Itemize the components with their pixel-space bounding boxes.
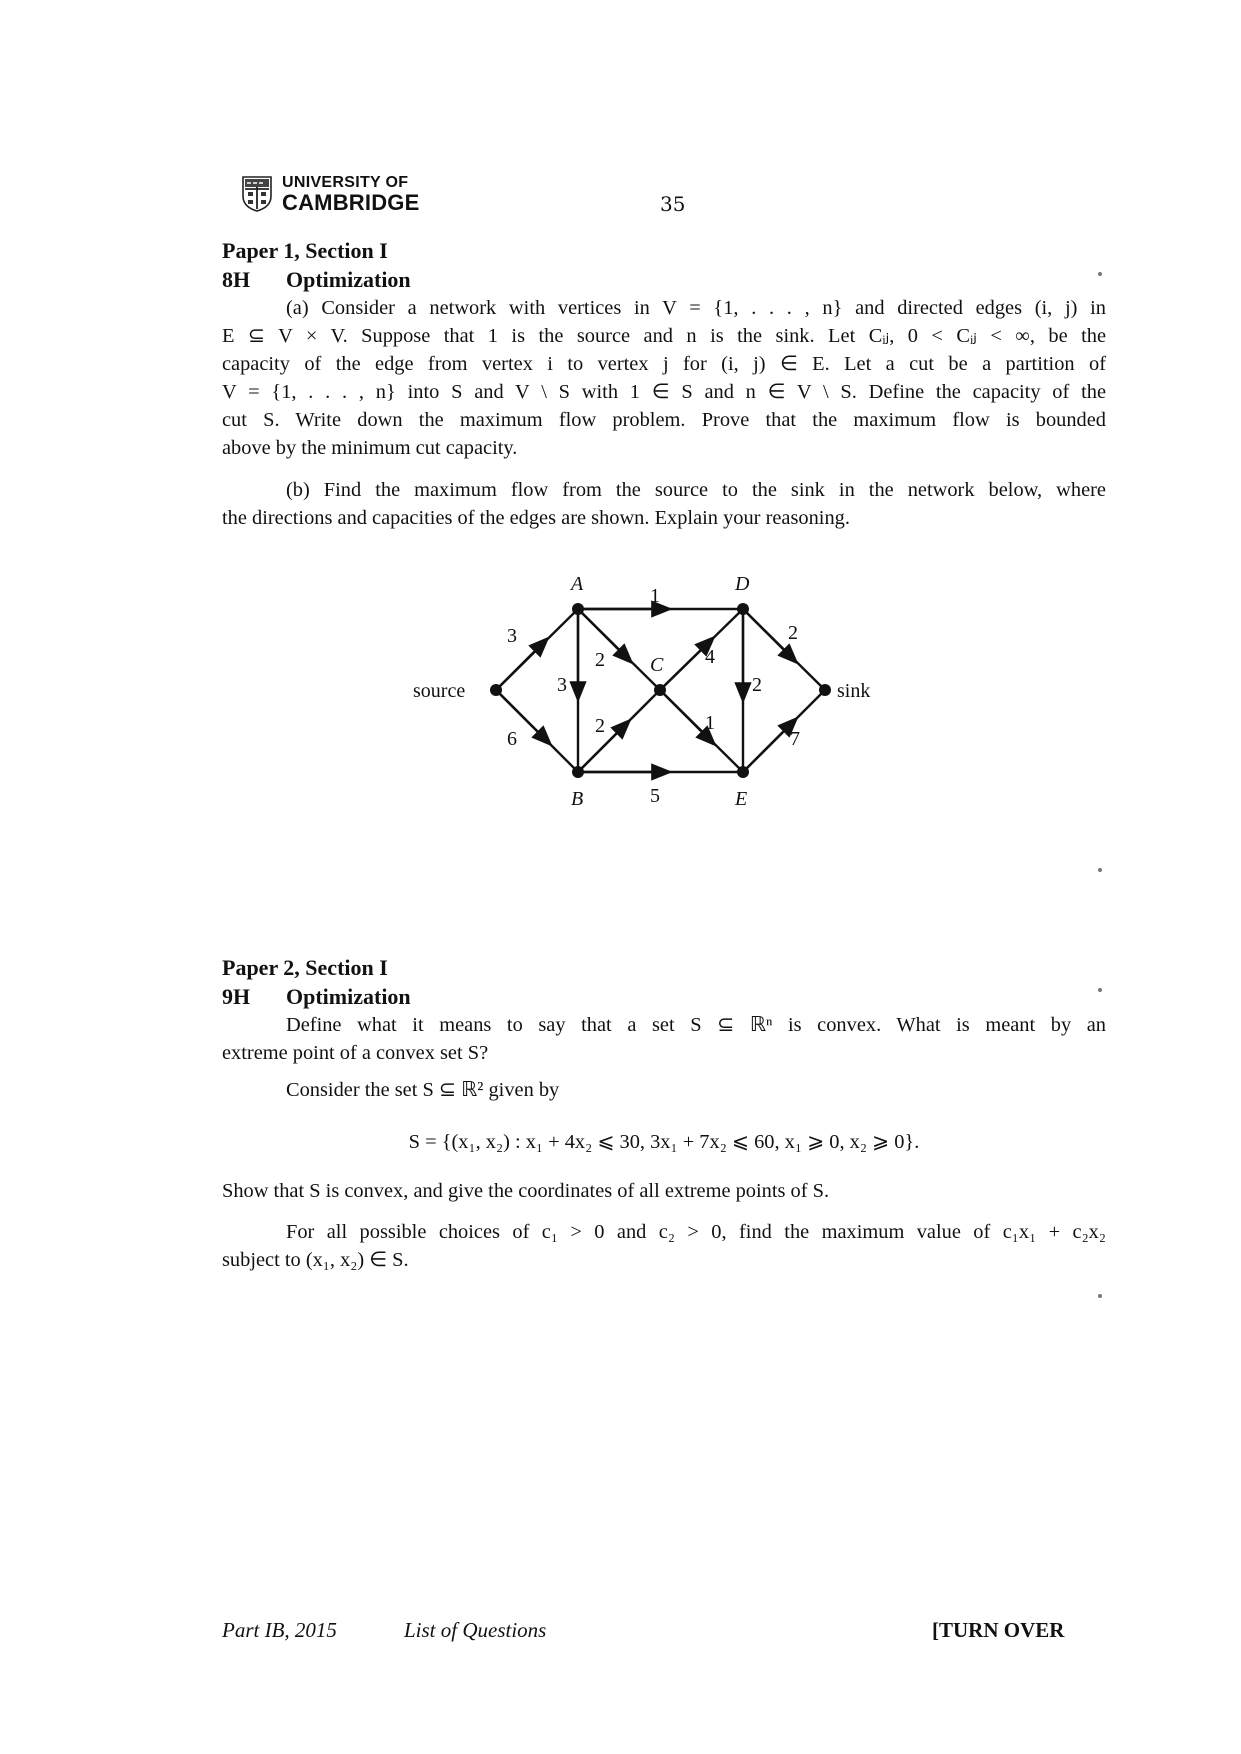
q2-number: 9H: [222, 984, 251, 1009]
cap-source-A: 3: [507, 625, 517, 647]
q1-part-a: [222, 294, 1106, 462]
q1-a-line: E ⊆ V × V. Suppose that 1 is the source and n is the sink. Let Cᵢⱼ, 0 < Cᵢⱼ < ∞, be the: [222, 325, 1106, 347]
logo-text-line1: UNIVERSITY OF: [282, 174, 409, 191]
node-label-E: E: [735, 788, 748, 810]
node-D-dot: [737, 603, 749, 615]
node-A-dot: [572, 603, 584, 615]
q2-p4-line: subject to (x₁, x₂) ∈ S.: [222, 1249, 409, 1271]
edge-source-B-arrow: [496, 690, 545, 739]
cap-A-C: 2: [595, 649, 605, 671]
node-C-dot: [654, 684, 666, 696]
node-label-sink: sink: [837, 680, 871, 702]
q2-equation: S = {(x₁, x₂) : x₁ + 4x₂ ⩽ 30, 3x₁ + 7x₂ ⩽ 60, x₁ ⩾ 0, x₂ ⩾ 0}.: [408, 1131, 920, 1153]
node-label-D: D: [735, 573, 750, 595]
edge-E-sink-arrow: [743, 724, 791, 772]
q1-section-heading: Paper 1, Section I: [222, 238, 388, 263]
edge-source-A-arrow: [496, 644, 542, 690]
cap-A-D: 1: [650, 585, 660, 607]
q1-b-line: the directions and capacities of the edges are shown. Explain your reasoning.: [222, 507, 850, 529]
q2-paragraph-3: [222, 1177, 1106, 1205]
edge-C-E-arrow: [660, 690, 709, 739]
node-label-A: A: [571, 573, 584, 595]
margin-mark: [1098, 868, 1102, 872]
q2-p2: Consider the set S ⊆ ℝ² given by: [286, 1079, 560, 1101]
q2-paragraph-1: [222, 1011, 1106, 1067]
cap-A-B: 3: [557, 674, 567, 696]
q2-section-heading: Paper 2, Section I: [222, 955, 388, 980]
footer-list-of-questions: List of Questions: [404, 1618, 547, 1642]
node-B-dot: [572, 766, 584, 778]
cap-C-E: 1: [705, 712, 715, 734]
cambridge-crest-icon: [242, 176, 272, 212]
cap-D-sink: 2: [788, 622, 798, 644]
logo-text-line2: CAMBRIDGE: [282, 190, 420, 215]
q1-number: 8H: [222, 267, 251, 292]
edge-D-sink-arrow: [743, 609, 791, 657]
node-source-dot: [490, 684, 502, 696]
q1-a-line: V = {1, . . . , n} into S and V \ S with 1 ∈ S and n ∈ V \ S. Define the capacity of the: [222, 381, 1106, 403]
q1-b-line: (b) Find the maximum flow from the source to the sink in the network below, where: [286, 479, 1106, 501]
q2-title: Optimization: [286, 984, 411, 1009]
margin-mark: [1098, 1294, 1102, 1298]
q2-p4-line: For all possible choices of c₁ > 0 and c₂ > 0, find the maximum value of c₁x₁ + c₂x₂: [286, 1221, 1106, 1243]
q2-paragraph-2: [222, 1076, 1106, 1104]
q1-a-line: above by the minimum cut capacity.: [222, 437, 518, 459]
cap-source-B: 6: [507, 728, 517, 750]
network-diagram: [400, 560, 900, 820]
node-sink-dot: [819, 684, 831, 696]
university-logo: [242, 172, 442, 218]
cap-E-sink: 7: [790, 728, 800, 750]
footer-turn-over: [TURN OVER: [932, 1618, 1065, 1642]
page-number: 35: [660, 192, 686, 216]
q2-p3: Show that S is convex, and give the coordinates of all extreme points of S.: [222, 1180, 830, 1202]
q1-a-line: cut S. Write down the maximum flow problem. Prove that the maximum flow is bounded: [222, 409, 1106, 431]
edge-C-D-arrow: [660, 643, 708, 690]
margin-mark: [1098, 272, 1102, 276]
cap-B-C: 2: [595, 715, 605, 737]
node-label-source: source: [413, 680, 466, 702]
node-label-B: B: [571, 788, 584, 810]
node-E-dot: [737, 766, 749, 778]
q1-a-line: (a) Consider a network with vertices in V = {1, . . . , n} and directed edges (i, j) in: [286, 297, 1106, 319]
margin-mark: [1098, 988, 1102, 992]
node-label-C: C: [650, 654, 664, 676]
cap-C-D: 4: [705, 646, 715, 668]
cap-B-E: 5: [650, 785, 660, 807]
q2-paragraph-4: [222, 1218, 1106, 1274]
q1-a-line: capacity of the edge from vertex i to vertex j for (i, j) ∈ E. Let a cut be a partition of: [222, 353, 1106, 375]
cap-D-E: 2: [752, 674, 762, 696]
q2-p1-line: extreme point of a convex set S?: [222, 1042, 489, 1064]
q2-p1-line: Define what it means to say that a set S ⊆ ℝⁿ is convex. What is meant by an: [286, 1014, 1106, 1036]
q1-title: Optimization: [286, 267, 411, 292]
footer-part: Part IB, 2015: [222, 1618, 337, 1642]
q1-part-b: [222, 476, 1106, 532]
